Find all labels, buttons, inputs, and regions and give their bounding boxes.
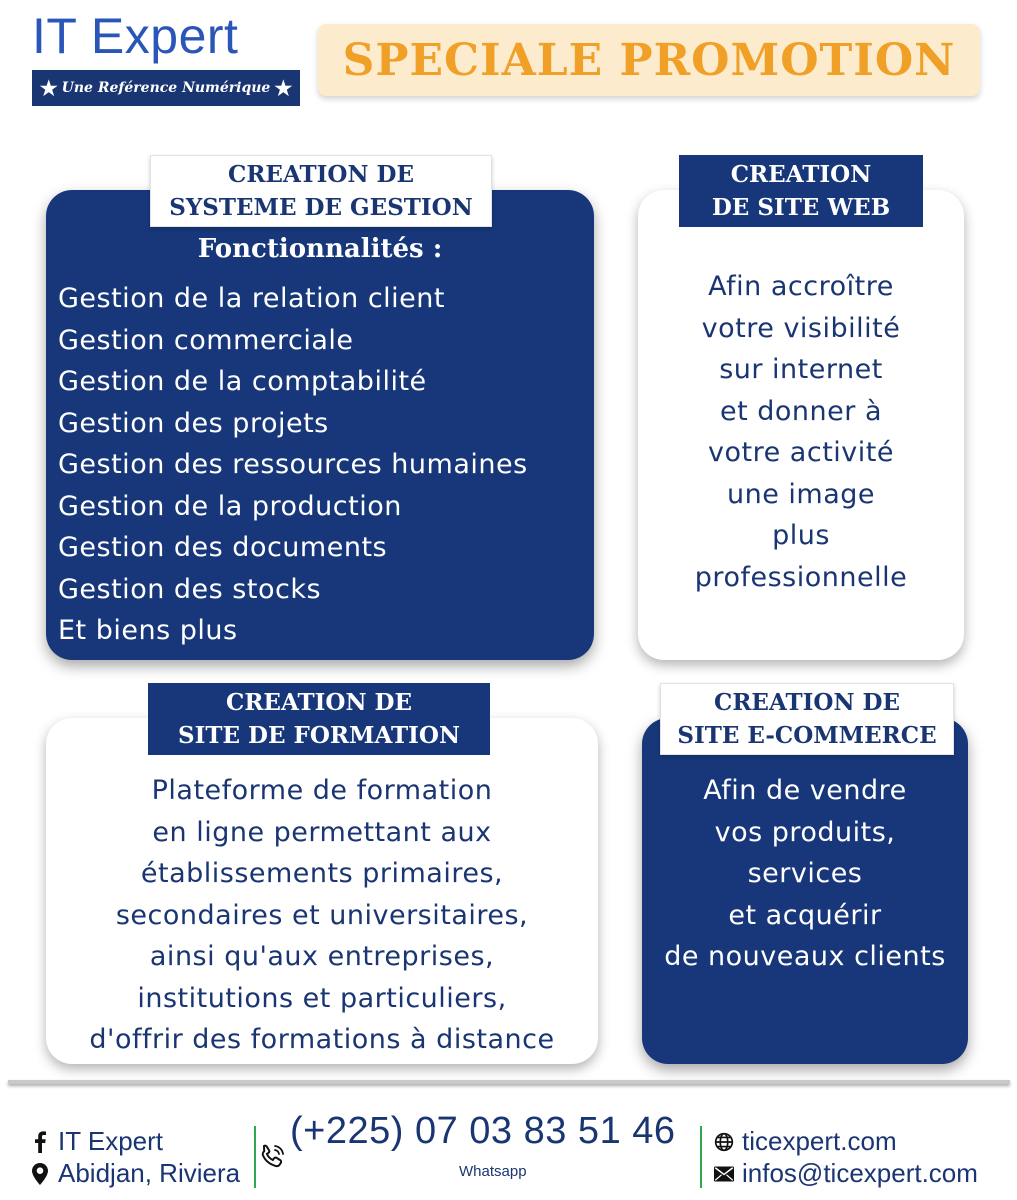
text-line: en ligne permettant aux <box>152 816 492 848</box>
mail-icon <box>714 1165 734 1183</box>
text-line: votre activité <box>708 437 894 468</box>
globe-icon <box>714 1130 734 1154</box>
text-line: et donner à <box>719 395 882 427</box>
ecommerce-title-line1: CREATION DE <box>714 689 900 716</box>
ecommerce-card-title <box>660 683 954 755</box>
feature-item: Gestion commerciale <box>58 324 354 356</box>
formation-description <box>46 770 598 1061</box>
text-line: de nouveaux clients <box>664 941 946 972</box>
text-line: secondaires et universitaires, <box>115 899 529 931</box>
formation-title-line2: SITE DE FORMATION <box>178 722 460 749</box>
brand-tagline: Une Reférence Numérique <box>61 80 271 96</box>
facebook-icon <box>30 1131 50 1153</box>
text-line: services <box>747 858 863 889</box>
brand-name: IT Expert <box>32 8 239 64</box>
feature-item: Gestion de la relation client <box>58 283 445 314</box>
gestion-card <box>46 190 594 660</box>
footer-separator <box>700 1126 702 1188</box>
text-line: Afin de vendre <box>703 775 907 806</box>
text-line: plus <box>772 520 830 551</box>
formation-title-line1: CREATION DE <box>226 689 412 716</box>
location-pin-icon <box>30 1163 50 1185</box>
footer-location <box>30 1158 240 1189</box>
feature-item: Gestion des projets <box>58 407 329 439</box>
feature-item: Gestion des ressources humaines <box>58 449 528 480</box>
footer-separator <box>254 1126 256 1188</box>
feature-item: Gestion de la production <box>58 490 402 522</box>
features-heading: Fonctionnalités : <box>197 234 443 264</box>
text-line: votre visibilité <box>701 312 901 344</box>
web-card-title <box>679 155 923 227</box>
location-text: Abidjan, Riviera <box>58 1158 241 1188</box>
web-title-line2: DE SITE WEB <box>711 194 891 221</box>
text-line: et acquérir <box>728 899 882 931</box>
web-title-line1: CREATION <box>730 161 872 188</box>
footer-email[interactable] <box>714 1158 978 1189</box>
formation-card-title <box>148 683 490 755</box>
brand-tagline-bar <box>32 70 300 106</box>
text-line: établissements primaires, <box>140 858 504 889</box>
footer-facebook[interactable] <box>30 1126 163 1157</box>
text-line: vos produits, <box>714 816 896 848</box>
email-link[interactable]: infos@ticexpert.com <box>742 1158 978 1188</box>
feature-item: Gestion de la comptabilité <box>58 366 427 397</box>
gestion-title-line2: SYSTEME DE GESTION <box>169 194 473 221</box>
web-card <box>638 190 964 660</box>
text-line: ainsi qu'aux entreprises, <box>149 941 495 972</box>
ecommerce-title-line2: SITE E-COMMERCE <box>677 722 937 749</box>
text-line: Afin accroître <box>708 271 894 302</box>
ecommerce-description <box>642 770 968 978</box>
whatsapp-label: Whatsapp <box>459 1163 527 1180</box>
feature-item: Et biens plus <box>58 615 238 646</box>
footer-website[interactable] <box>714 1126 897 1157</box>
star-icon: ★ <box>274 76 293 100</box>
feature-item: Gestion des stocks <box>58 573 322 605</box>
gestion-card-title <box>150 155 492 227</box>
features-list <box>58 278 528 652</box>
text-line: professionnelle <box>694 561 908 593</box>
feature-item: Gestion des documents <box>58 532 388 563</box>
text-line: d'offrir des formations à distance <box>89 1024 555 1055</box>
gestion-title-line1: CREATION DE <box>228 161 414 188</box>
facebook-name: IT Expert <box>58 1126 164 1156</box>
phone-icon <box>258 1143 286 1175</box>
text-line: Plateforme de formation <box>151 775 493 806</box>
promo-banner <box>318 24 980 96</box>
formation-card <box>46 718 598 1064</box>
phone-number[interactable]: (+225) 07 03 83 51 46 <box>290 1110 676 1152</box>
brand-logo <box>32 8 300 106</box>
ecommerce-card <box>642 718 968 1064</box>
web-description <box>638 266 964 598</box>
text-line: institutions et particuliers, <box>137 982 507 1014</box>
promo-title: SPECIALE PROMOTION <box>342 34 956 86</box>
text-line: sur internet <box>719 354 883 385</box>
footer-divider <box>8 1080 1010 1084</box>
website-link[interactable]: ticexpert.com <box>742 1126 897 1156</box>
text-line: une image <box>726 478 876 510</box>
star-icon: ★ <box>39 76 58 100</box>
